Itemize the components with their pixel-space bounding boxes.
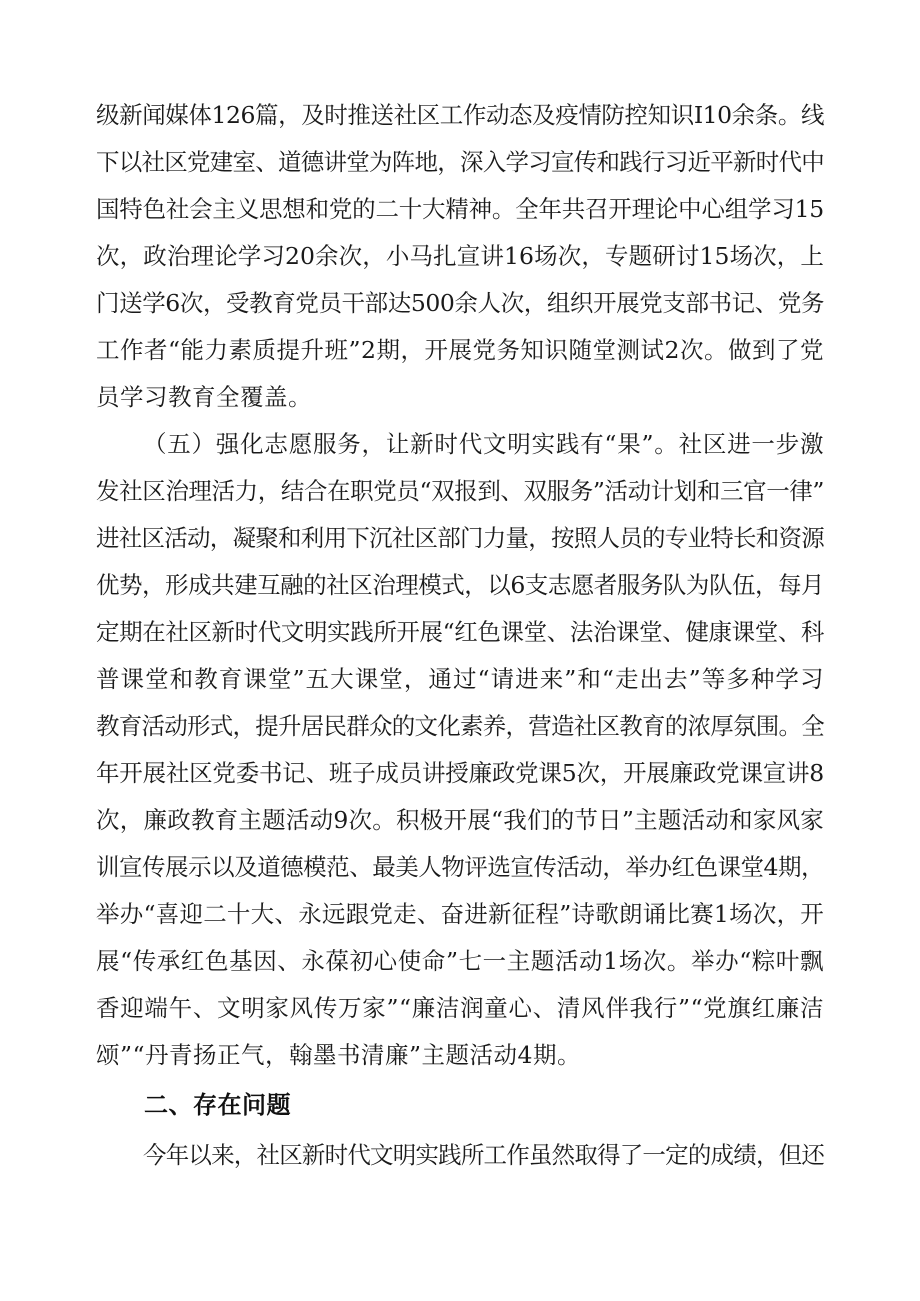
text-line-indented: （五）强化志愿服务，让新时代文明实践有“果”。社区进一步激 bbox=[143, 430, 824, 458]
text-line: 定期在社区新时代文明实践所开展“红色课堂、法治课堂、健康课堂、科 bbox=[96, 618, 824, 646]
text-line-indented: 今年以来，社区新时代文明实践所工作虽然取得了一定的成绩，但还 bbox=[143, 1141, 824, 1169]
text-line: 员学习教育全覆盖。 bbox=[96, 383, 312, 411]
text-line: 次，廉政教育主题活动9次。积极开展“我们的节日”主题活动和家风家 bbox=[96, 806, 824, 834]
text-line: 普课堂和教育课堂”五大课堂，通过“请进来”和“走出去”等多种学习 bbox=[96, 665, 824, 693]
paragraph-volunteer-service bbox=[96, 421, 824, 1079]
text-line: 工作者“能力素质提升班”2期，开展党务知识随堂测试2次。做到了党 bbox=[96, 336, 824, 364]
text-line: 发社区治理活力，结合在职党员“双报到、双服务”活动计划和三官一律” bbox=[96, 477, 824, 505]
text-line: 进社区活动，凝聚和利用下沉社区部门力量，按照人员的专业特长和资源 bbox=[96, 524, 824, 552]
text-line: 教育活动形式，提升居民群众的文化素养，营造社区教育的浓厚氛围。全 bbox=[96, 712, 824, 740]
text-line: 次，政治理论学习20余次，小马扎宣讲16场次，专题研讨15场次，上 bbox=[96, 242, 824, 270]
paragraph-party-study bbox=[96, 92, 824, 421]
text-line: 门送学6次，受教育党员干部达500余人次，组织开展党支部书记、党务 bbox=[96, 289, 824, 317]
text-line: 级新闻媒体126篇，及时推送社区工作动态及疫情防控知识I10余条。线 bbox=[96, 101, 824, 129]
document-body bbox=[96, 92, 824, 1179]
text-line: 年开展社区党委书记、班子成员讲授廉政党课5次，开展廉政党课宣讲8 bbox=[96, 759, 824, 787]
text-line: 下以社区党建室、道德讲堂为阵地，深入学习宣传和践行习近平新时代中 bbox=[96, 148, 824, 176]
text-line: 训宣传展示以及道德模范、最美人物评选宣传活动，举办红色课堂4期， bbox=[96, 853, 824, 881]
paragraph-problems-intro bbox=[96, 1132, 824, 1179]
text-line: 举办“喜迎二十大、永远跟党走、奋进新征程”诗歌朗诵比赛1场次，开 bbox=[96, 900, 824, 928]
text-line: 香迎端午、文明家风传万家”“廉洁润童心、清风伴我行”“党旗红廉洁 bbox=[96, 994, 824, 1022]
section-heading-existing-problems: 二、存在问题 bbox=[144, 1091, 291, 1119]
text-line: 颂”“丹青扬正气，翰墨书清廉”主题活动4期。 bbox=[96, 1041, 581, 1069]
text-line: 国特色社会主义思想和党的二十大精神。全年共召开理论中心组学习15 bbox=[96, 195, 824, 223]
text-line: 优势，形成共建互融的社区治理模式，以6支志愿者服务队为队伍，每月 bbox=[96, 571, 824, 599]
text-line: 展“传承红色基因、永葆初心使命”七一主题活动1场次。举办“粽叶飘 bbox=[96, 947, 824, 975]
